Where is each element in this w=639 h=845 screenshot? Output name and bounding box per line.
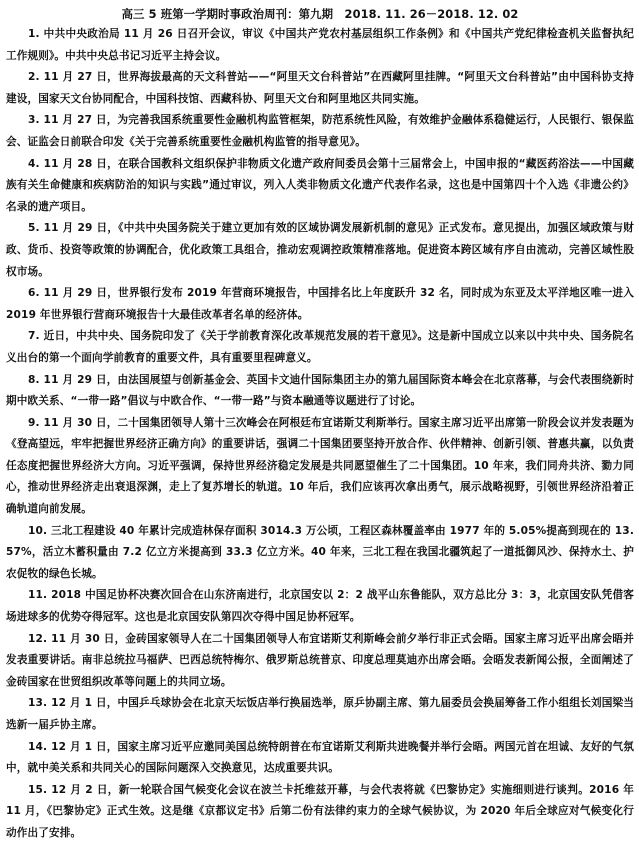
news-item: 6. 11 月 29 日，世界银行发布 2019 年营商环境报告，中国排名比上年度跃升 32 名，同时成为东亚及太平洋地区唯一进入 2019 年世界银行营商环境报告十大最佳改革者名单的经济体。 xyxy=(6,287,634,321)
news-item: 15. 12 月 2 日，新一轮联合国气候变化会议在波兰卡托维兹开幕，与会代表将就《巴黎协定》实施细则进行谈判。2016 年 11 月，《巴黎协定》正式生效。这是继《京都议定书》后第二份有法律约束力的全球气候协议，为 2020 年后全球应对气候变化行动作出了安排。 xyxy=(6,783,634,839)
news-item: 1. 中共中央政治局 11 月 26 日召开会议，审议《中国共产党农村基层组织工作条例》和《中国共产党纪律检查机关监督执纪工作规则》。中共中央总书记习近平主持会议。 xyxy=(6,28,634,62)
news-item: 2. 11 月 27 日，世界海拔最高的天文科普站——“阿里天文台科普站”在西藏阿里挂牌。“阿里天文台科普站”由中国科协支持建设，国家天文台协同配合，中国科技馆、西藏科协、阿里天文台和阿里地区共同实施。 xyxy=(6,71,634,105)
news-item: 14. 12 月 1 日，国家主席习近平应邀同美国总统特朗普在布宜诺斯艾利斯共进晚餐并举行会晤。两国元首在坦诚、友好的气氛中，就中美关系和共同关心的国际问题深入交换意见，达成重要共识。 xyxy=(6,740,634,775)
news-item: 7. 近日，中共中央、国务院印发了《关于学前教育深化改革规范发展的若干意见》。这是新中国成立以来以中共中央、国务院名义出台的第一个面向学前教育的重要文件，具有重要里程碑意义。 xyxy=(6,330,634,364)
news-item: 8. 11 月 29 日，由法国展望与创新基金会、英国卡文迪什国际集团主办的第九届国际资本峰会在北京落幕，与会代表围绕新时期中欧关系、“一带一路”倡议与中欧合作、“一带一路”与资本融通等议题进行了讨论。 xyxy=(6,373,634,408)
news-item: 4. 11 月 28 日，在联合国教科文组织保护非物质文化遗产政府间委员会第十三届常会上，中国申报的“藏医药浴法——中国藏族有关生命健康和疾病防治的知识与实践”通过审议，列入人类非物质文化遗产代表作名录，这也是中国第四十个入选《非遗公约》名录的遗产项目。 xyxy=(6,157,634,213)
news-item: 11. 2018 中国足协杯决赛次回合在山东济南进行，北京国安以 2：2 战平山东鲁能队，双方总比分 3：3，北京国安队凭借客场进球多的优势夺得冠军。这也是北京国安队第四次夺得中国足协杯冠军。 xyxy=(6,589,634,624)
page-title: 高三 5 班第一学期时事政治周刊：第九期 2018. 11. 26－2018. 12. 02 xyxy=(121,7,519,21)
news-list xyxy=(6,24,634,845)
news-item: 5. 11 月 29 日，《中共中央国务院关于建立更加有效的区域协调发展新机制的意见》正式发布。意见提出，加强区域政策与财政、货币、投资等政策的协调配合，优化政策工具组合，推动宏观调控政策精准落地。促进资本跨区域有序自由流动，完善区域性股权市场。 xyxy=(6,222,634,278)
news-item: 9. 11 月 30 日，二十国集团领导人第十三次峰会在阿根廷布宜诺斯艾利斯举行。国家主席习近平出席第一阶段会议并发表题为《登高望远，牢牢把握世界经济正确方向》的重要讲话，强调二十国集团要坚持开放合作、伙伴精神、创新引领、普惠共赢，以负责任态度把握世界经济大方向。习近平强调，保持世界经济稳定发展是共同愿望催生了二十国集团。10 年来，我们同舟共济、勠力同心，推动世界经济走出衰退深渊，走上了复苏增长的轨道。10 年后，我们应该再次拿出勇气，展示战略视野，引领世界经济沿着正确轨道向前发展。 xyxy=(6,416,634,516)
news-item: 10. 三北工程建设 40 年累计完成造林保存面积 3014.3 万公顷，工程区森林覆盖率由 1977 年的 5.05%提高到现在的 13.57%，活立木蓄积量由 7.2 亿立方米提高到 33.3 亿立方米。40 年来，三北工程在我国北疆筑起了一道抵御风沙、保持水土、护农促牧的绿色长城。 xyxy=(6,524,634,580)
news-item: 3. 11 月 27 日，为完善我国系统重要性金融机构监管框架，防范系统性风险，有效维护金融体系稳健运行，人民银行、银保监会、证监会日前联合印发《关于完善系统重要性金融机构监管的指导意见》。 xyxy=(6,114,634,148)
news-item: 12. 11 月 30 日，金砖国家领导人在二十国集团领导人布宜诺斯艾利斯峰会前夕举行非正式会晤。国家主席习近平出席会晤并发表重要讲话。南非总统拉马福萨、巴西总统特梅尔、俄罗斯总统普京、印度总理莫迪亦出席会晤。会晤发表新闻公报，全面阐述了金砖国家在世贸组织改革等问题上的共同立场。 xyxy=(6,632,634,688)
news-item: 13. 12 月 1 日，中国乒乓球协会在北京天坛饭店举行换届选举，原乒协副主席、第九届委员会换届筹备工作小组组长刘国梁当选新一届乒协主席。 xyxy=(6,697,634,731)
